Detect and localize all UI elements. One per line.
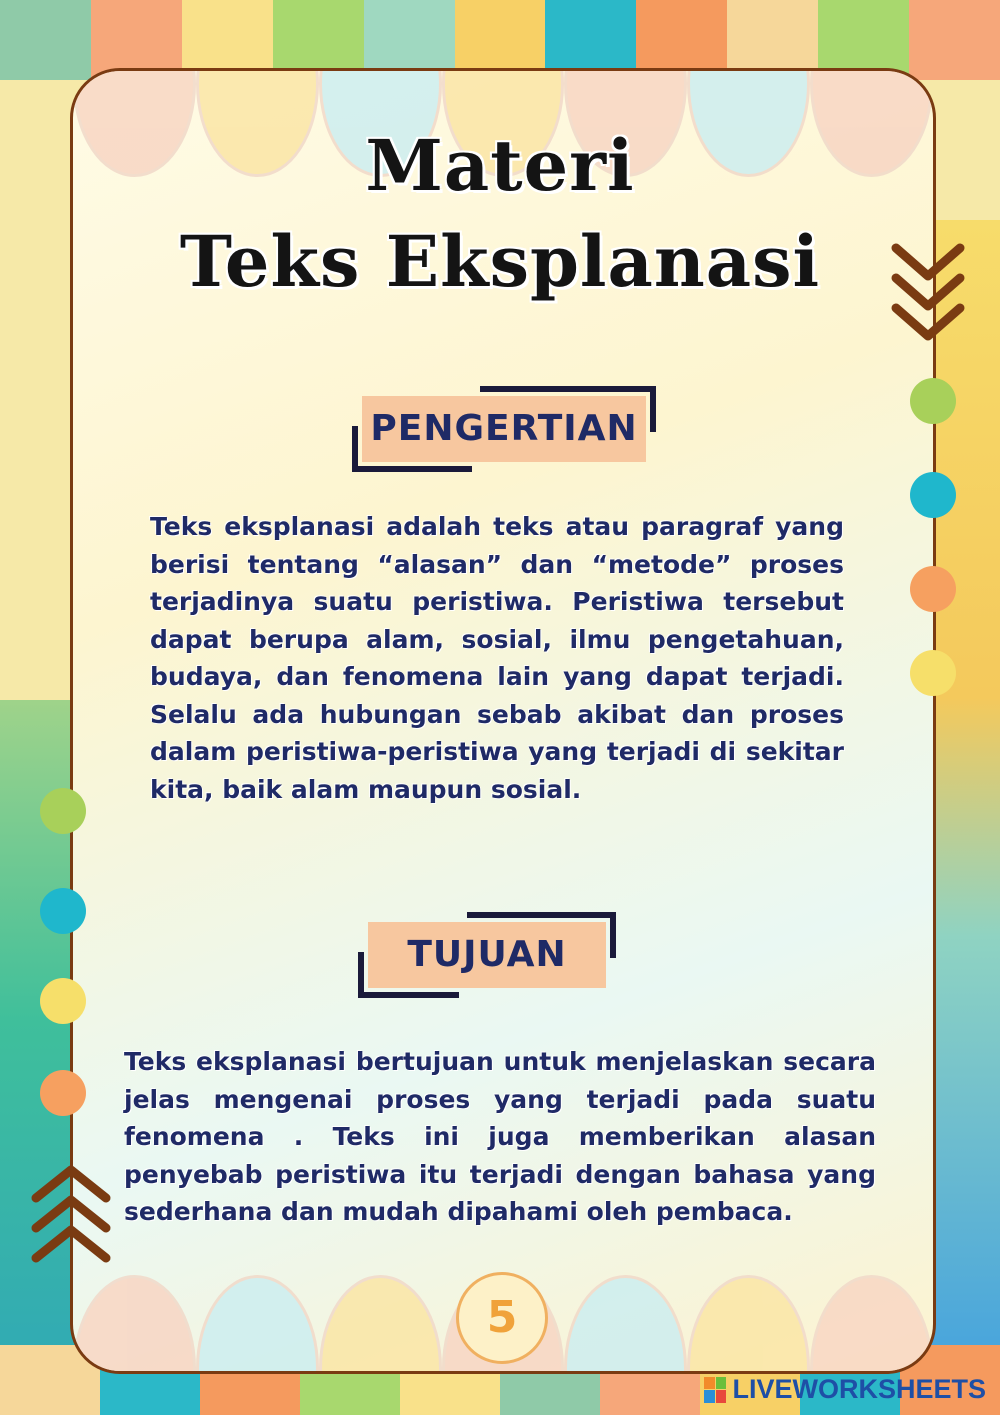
- liveworksheets-logo-icon: [704, 1377, 726, 1403]
- watermark-text: LIVEWORKSHEETS: [732, 1374, 986, 1404]
- decor-dot-teal-right: [910, 472, 956, 518]
- title-line-1: Materi: [365, 124, 635, 207]
- decor-dot-green-right: [910, 378, 956, 424]
- decor-dot-teal-left: [40, 888, 86, 934]
- liveworksheets-watermark[interactable]: [704, 1374, 986, 1405]
- tujuan-heading-label: TUJUAN: [407, 934, 567, 975]
- pengertian-paragraph: Teks eksplanasi adalah teks atau paragraf yang berisi tentang “alasan” dan “metode” proses terjadinya suatu peristiwa. Peristiwa tersebut dapat berupa alam, sosial, ilmu pengetahuan, budaya, dan fenomena lain yang dapat terjadi. Selalu ada hubungan sebab akibat dan proses dalam peristiwa-peristiwa yang terjadi di sekitar kita, baik alam maupun sosial.: [150, 512, 844, 804]
- page-number: 5: [456, 1272, 548, 1364]
- decor-dot-orange-left: [40, 1070, 86, 1116]
- tujuan-paragraph: Teks eksplanasi bertujuan untuk menjelaskan secara jelas mengenai proses yang terjadi pada suatu fenomena . Teks ini juga memberikan alasan penyebab peristiwa itu terjadi dengan bahasa yang sederhana dan mudah dipahami oleh pembaca.: [124, 1047, 876, 1226]
- chevron-up-icon: [28, 1160, 114, 1272]
- decor-dot-orange-right: [910, 566, 956, 612]
- stripe: [0, 0, 91, 80]
- page-title: [0, 118, 1000, 310]
- chevron-down-icon: [888, 238, 968, 348]
- title-line-2: Teks Eksplanasi: [179, 220, 821, 303]
- tujuan-heading: [368, 922, 606, 988]
- pengertian-heading-label: PENGERTIAN: [370, 408, 638, 449]
- stripe: [909, 0, 1000, 80]
- decor-dot-green-left: [40, 788, 86, 834]
- decor-dot-yellow-left: [40, 978, 86, 1024]
- decor-dot-yellow-right: [910, 650, 956, 696]
- pengertian-heading: [362, 396, 646, 462]
